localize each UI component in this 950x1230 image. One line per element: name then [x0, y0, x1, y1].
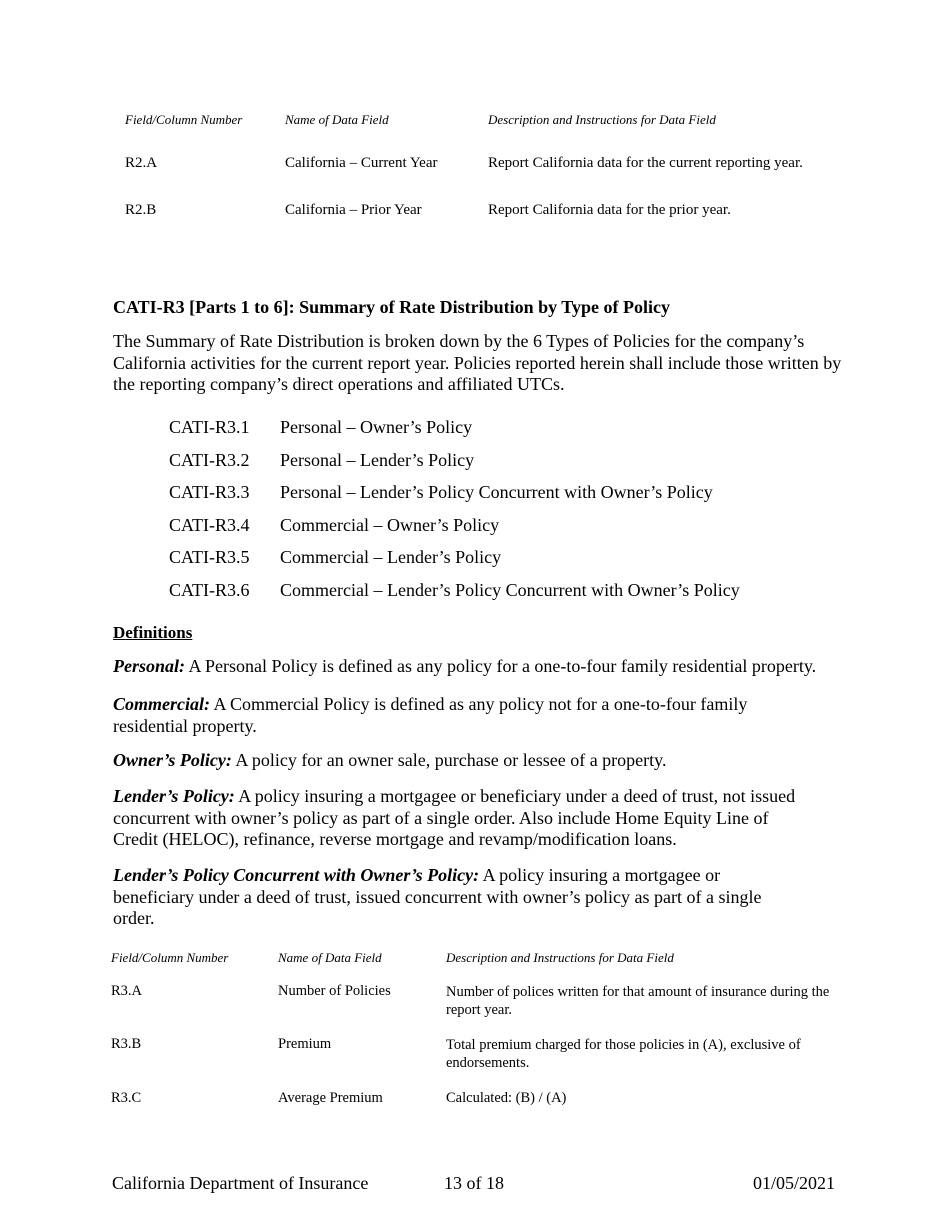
policy-code: CATI-R3.6 [169, 580, 250, 600]
table-cell: California – Current Year [285, 155, 438, 171]
definition-text: A Personal Policy is defined as any policy for a one-to-four family residential property. [185, 656, 817, 676]
definition-commercial [113, 694, 793, 737]
table-cell: R2.B [125, 202, 157, 218]
definition-term: Lender’s Policy: [113, 786, 235, 806]
definition-text: A Commercial Policy is defined as any policy not for a one-to-four family residential property. [113, 694, 748, 736]
table-header-field-number: Field/Column Number [125, 112, 243, 127]
definition-owners-policy [113, 750, 853, 772]
table-cell: R3.A [111, 983, 143, 999]
definition-term: Lender’s Policy Concurrent with Owner’s Policy: [113, 865, 480, 885]
definition-term: Owner’s Policy: [113, 750, 232, 770]
policy-label: Personal – Owner’s Policy [280, 417, 473, 437]
table-cell: Calculated: (B) / (A) [446, 1090, 567, 1106]
policy-code: CATI-R3.2 [169, 450, 250, 470]
table-cell: R2.A [125, 155, 158, 171]
definition-text: A policy insuring a mortgagee or beneficiary under a deed of trust, issued concurrent with owner’s policy as part of a single order. [113, 865, 762, 928]
definition-term: Commercial: [113, 694, 210, 714]
table-cell: Number of Policies [278, 983, 391, 999]
table-cell: Report California data for the prior year. [488, 202, 731, 218]
definition-text: A policy for an owner sale, purchase or lessee of a property. [231, 750, 667, 770]
definitions-title: Definitions [113, 623, 193, 642]
table-cell: Total premium charged for those policies in (A), exclusive of endorsements. [446, 1037, 801, 1071]
table-cell: Number of polices written for that amount of insurance during the report year. [446, 984, 830, 1018]
table-header-description: Description and Instructions for Data Field [488, 112, 716, 127]
policy-label: Personal – Lender’s Policy [280, 450, 475, 470]
section-heading: CATI-R3 [Parts 1 to 6]: Summary of Rate Distribution by Type of Policy [113, 297, 670, 317]
policy-label: Commercial – Owner’s Policy [280, 515, 500, 535]
definition-personal [113, 656, 873, 678]
definition-text: A policy insuring a mortgagee or beneficiary under a deed of trust, not issued concurrent with owner’s policy as part of a single order. Also include Home Equity Line of Credit (HELOC), refinance, reverse mortgage and revamp/modification loans. [113, 786, 796, 849]
policy-code: CATI-R3.4 [169, 515, 250, 535]
policy-label: Commercial – Lender’s Policy Concurrent with Owner’s Policy [280, 580, 740, 600]
policy-label: Commercial – Lender’s Policy [280, 547, 502, 567]
footer-organization: California Department of Insurance [112, 1173, 369, 1193]
table-cell: R3.B [111, 1036, 142, 1052]
footer-page-number: 13 of 18 [444, 1173, 504, 1193]
definition-term: Personal: [113, 656, 185, 676]
policy-code: CATI-R3.5 [169, 547, 250, 567]
table-header-field-number: Field/Column Number [111, 950, 229, 965]
table-cell: Premium [278, 1036, 332, 1052]
table-cell: R3.C [111, 1090, 142, 1106]
table-header-description: Description and Instructions for Data Field [446, 950, 674, 965]
table-cell: Report California data for the current reporting year. [488, 155, 803, 171]
intro-paragraph: The Summary of Rate Distribution is broken down by the 6 Types of Policies for the company’s California activities for the current report year. Policies reported herein shall include those written by the reporting company’s direct operations and affiliated UTCs. [113, 331, 842, 394]
policy-code: CATI-R3.1 [169, 417, 250, 437]
table-header-field-name: Name of Data Field [278, 950, 382, 965]
policy-code: CATI-R3.3 [169, 482, 250, 502]
table-header-field-name: Name of Data Field [285, 112, 389, 127]
definition-lenders-policy [113, 786, 798, 851]
definition-lenders-concurrent [113, 865, 803, 930]
policy-label: Personal – Lender’s Policy Concurrent with Owner’s Policy [280, 482, 713, 502]
table-cell: Average Premium [278, 1090, 383, 1106]
footer-date: 01/05/2021 [753, 1173, 836, 1193]
table-cell: California – Prior Year [285, 202, 422, 218]
